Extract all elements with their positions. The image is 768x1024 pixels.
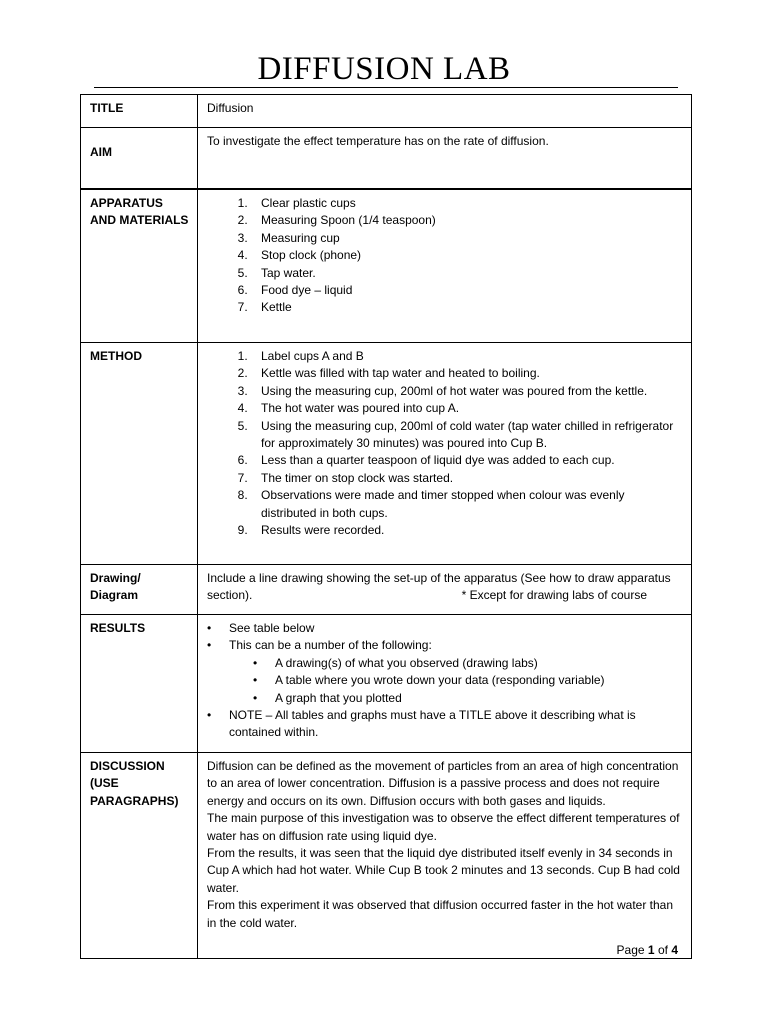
table-row-apparatus (81, 189, 692, 343)
row-label-title: TITLE (81, 95, 198, 128)
list-item: 8. Observations were made and timer stopped when colour was evenly distributed in both cups. (251, 487, 683, 522)
list-item: 3. Using the measuring cup, 200ml of hot water was poured from the kettle. (251, 383, 683, 400)
lab-report-table (80, 94, 692, 959)
table-row-results (81, 615, 692, 753)
row-content-discussion (198, 753, 692, 959)
list-item: • See table below (207, 620, 683, 637)
results-note-list (207, 707, 683, 742)
discussion-paragraph: From this experiment it was observed that diffusion occurred faster in the hot water than in the cold water. (207, 898, 674, 930)
list-item: • A graph that you plotted (207, 690, 683, 707)
list-item: 1. Label cups A and B (251, 348, 683, 365)
row-content-method (198, 343, 692, 565)
row-label-results: RESULTS (81, 615, 198, 753)
drawing-instruction-section: section). (207, 588, 253, 603)
row-content-results (198, 615, 692, 753)
results-sublist (207, 655, 683, 707)
list-item: 5. Tap water. (251, 265, 683, 282)
page-current: 1 (647, 943, 655, 957)
row-content-apparatus (198, 189, 692, 343)
list-item: 5. Using the measuring cup, 200ml of cold water (tap water chilled in refrigerator for approximately 30 minutes) was poured into Cup B. (251, 418, 683, 453)
list-item: • A drawing(s) of what you observed (drawing labs) (207, 655, 683, 672)
method-list (207, 348, 683, 539)
row-content-title: Diffusion (198, 95, 692, 128)
table-row-method (81, 343, 692, 565)
row-label-discussion: DISCUSSION (USE PARAGRAPHS) (81, 753, 198, 959)
row-label-apparatus: APPARATUS AND MATERIALS (81, 189, 198, 343)
list-item: 6. Food dye – liquid (251, 282, 683, 299)
list-item: 9. Results were recorded. (251, 522, 683, 539)
list-item: 6. Less than a quarter teaspoon of liquid dye was added to each cup. (251, 452, 683, 469)
drawing-instruction-line1: Include a line drawing showing the set-up of the apparatus (See how to draw apparatus (207, 571, 671, 585)
table-row-drawing (81, 565, 692, 615)
list-item: 4. Stop clock (phone) (251, 247, 683, 264)
list-item: 2. Kettle was filled with tap water and heated to boiling. (251, 365, 683, 382)
title-underline (94, 87, 678, 88)
page-total: 4 (671, 943, 678, 957)
list-item: • This can be a number of the following: (207, 637, 683, 654)
discussion-paragraph: Diffusion can be defined as the movement of particles from an area of high concentration to an area of lower concentration. Diffusion is a passive process and does not require energy and occurs on its own. Diffusion occurs with both gases and liquids. (207, 759, 679, 808)
discussion-paragraph: From the results, it was seen that the liquid dye distributed itself evenly in 34 seconds in Cup A which had hot water. While Cup B took 2 minutes and 13 seconds. Cup B had cold water. (207, 846, 680, 895)
drawing-instruction-line2 (207, 587, 683, 604)
drawing-exception-note: * Except for drawing labs of course (461, 588, 647, 603)
table-row-aim (81, 128, 692, 190)
row-label-aim: AIM (81, 128, 198, 190)
results-list (207, 620, 683, 655)
table-row-title (81, 95, 692, 128)
list-item: 4. The hot water was poured into cup A. (251, 400, 683, 417)
list-item: 7. The timer on stop clock was started. (251, 470, 683, 487)
list-item: 3. Measuring cup (251, 230, 683, 247)
apparatus-list (207, 195, 683, 317)
row-label-drawing: Drawing/ Diagram (81, 565, 198, 615)
table-row-discussion (81, 753, 692, 959)
row-label-method: METHOD (81, 343, 198, 565)
list-item: 1. Clear plastic cups (251, 195, 683, 212)
page-number (617, 943, 678, 957)
page-word: Page (616, 943, 645, 957)
list-item: 7. Kettle (251, 299, 683, 316)
list-item: • A table where you wrote down your data (responding variable) (207, 672, 683, 689)
discussion-paragraph: The main purpose of this investigation was to observe the effect different temperatures of water has on diffusion rate using liquid dye. (207, 811, 680, 843)
row-content-aim: To investigate the effect temperature has on the rate of diffusion. (198, 128, 692, 190)
list-item: 2. Measuring Spoon (1/4 teaspoon) (251, 212, 683, 229)
page-title: DIFFUSION LAB (257, 51, 511, 87)
list-item: • NOTE – All tables and graphs must have a TITLE above it describing what is contained within. (207, 707, 683, 742)
page-of: of (657, 943, 668, 957)
row-content-drawing (198, 565, 692, 615)
